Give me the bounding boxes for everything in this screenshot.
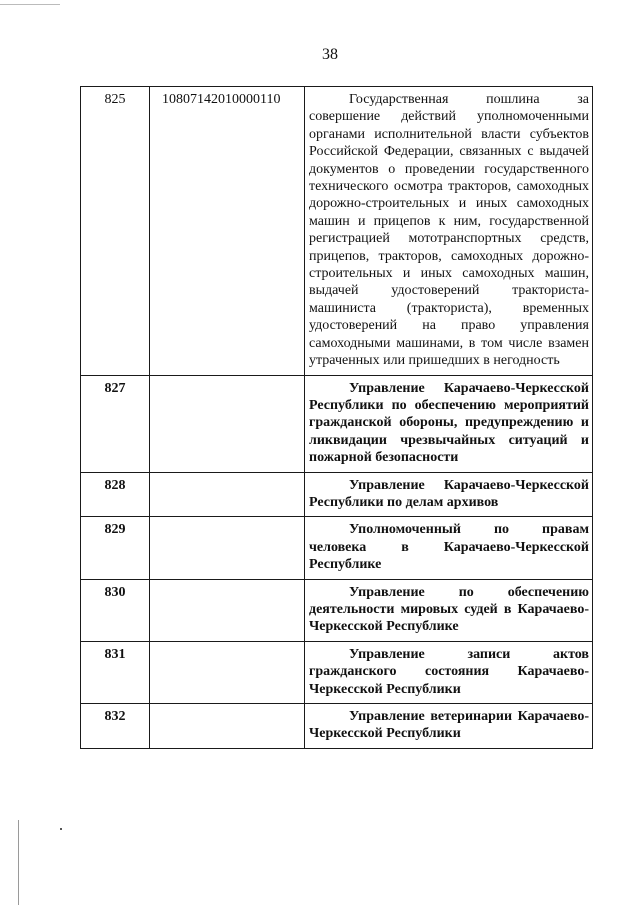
admin-code-cell: 825 xyxy=(81,87,150,376)
name-cell xyxy=(305,375,593,472)
name-cell xyxy=(305,579,593,641)
name-text: Управление записи актов гражданского состояния Карачаево-Черкесской Республики xyxy=(309,646,589,697)
table-row xyxy=(81,87,593,376)
name-text: Управление Карачаево-Черкесской Республики по обеспечению мероприятий гражданской обороны, предупреждению и ликвидации чрезвычайных ситуаций и пожарной безопасности xyxy=(309,380,589,466)
budget-codes-table xyxy=(80,86,593,749)
admin-code-cell: 828 xyxy=(81,472,150,517)
name-text: Государственная пошлина за совершение действий уполномоченными органами исполнительной власти субъектов Российской Федерации, связанных с выдачей документов о проведении государственного технического осмотра тракторов, самоходных дорожно-строительных и иных самоходных машин и прицепов к ним, государственной регистрацией мототранспортных средств, прицепов, тракторов, самоходных дорожно-строительных и иных самоходных машин, выдачей удостоверений тракториста-машиниста (тракториста), временных удостоверений на право управления самоходными машинами, в том числе взамен утраченных или пришедших в негодность xyxy=(309,92,589,369)
table-row xyxy=(81,472,593,517)
name-text: Управление Карачаево-Черкесской Республики по делам архивов xyxy=(309,477,589,510)
kbk-code-cell xyxy=(150,375,305,472)
name-cell xyxy=(305,704,593,749)
name-text: Управление по обеспечению деятельности мировых судей в Карачаево-Черкесской Республике xyxy=(309,584,589,635)
name-text: Уполномоченный по правам человека в Карачаево-Черкесской Республике xyxy=(309,522,589,573)
kbk-code-cell xyxy=(150,704,305,749)
scan-artifact-top xyxy=(0,0,60,5)
admin-code-cell: 827 xyxy=(81,375,150,472)
name-cell xyxy=(305,87,593,376)
kbk-code-cell xyxy=(150,579,305,641)
table-row xyxy=(81,579,593,641)
admin-code-cell: 832 xyxy=(81,704,150,749)
admin-code-cell: 830 xyxy=(81,579,150,641)
scan-artifact-dot xyxy=(60,828,62,830)
name-cell xyxy=(305,517,593,579)
scan-artifact-edge xyxy=(18,820,19,905)
page-number: 38 xyxy=(322,46,338,63)
admin-code-cell: 831 xyxy=(81,641,150,703)
kbk-code-cell xyxy=(150,641,305,703)
name-cell xyxy=(305,641,593,703)
kbk-code-cell xyxy=(150,472,305,517)
admin-code-cell: 829 xyxy=(81,517,150,579)
kbk-code-cell xyxy=(150,517,305,579)
name-text: Управление ветеринарии Карачаево-Черкесской Республики xyxy=(309,709,589,742)
table-row xyxy=(81,517,593,579)
kbk-code-cell: 10807142010000110 xyxy=(150,87,305,376)
table-row xyxy=(81,704,593,749)
table-row xyxy=(81,375,593,472)
table-row xyxy=(81,641,593,703)
name-cell xyxy=(305,472,593,517)
